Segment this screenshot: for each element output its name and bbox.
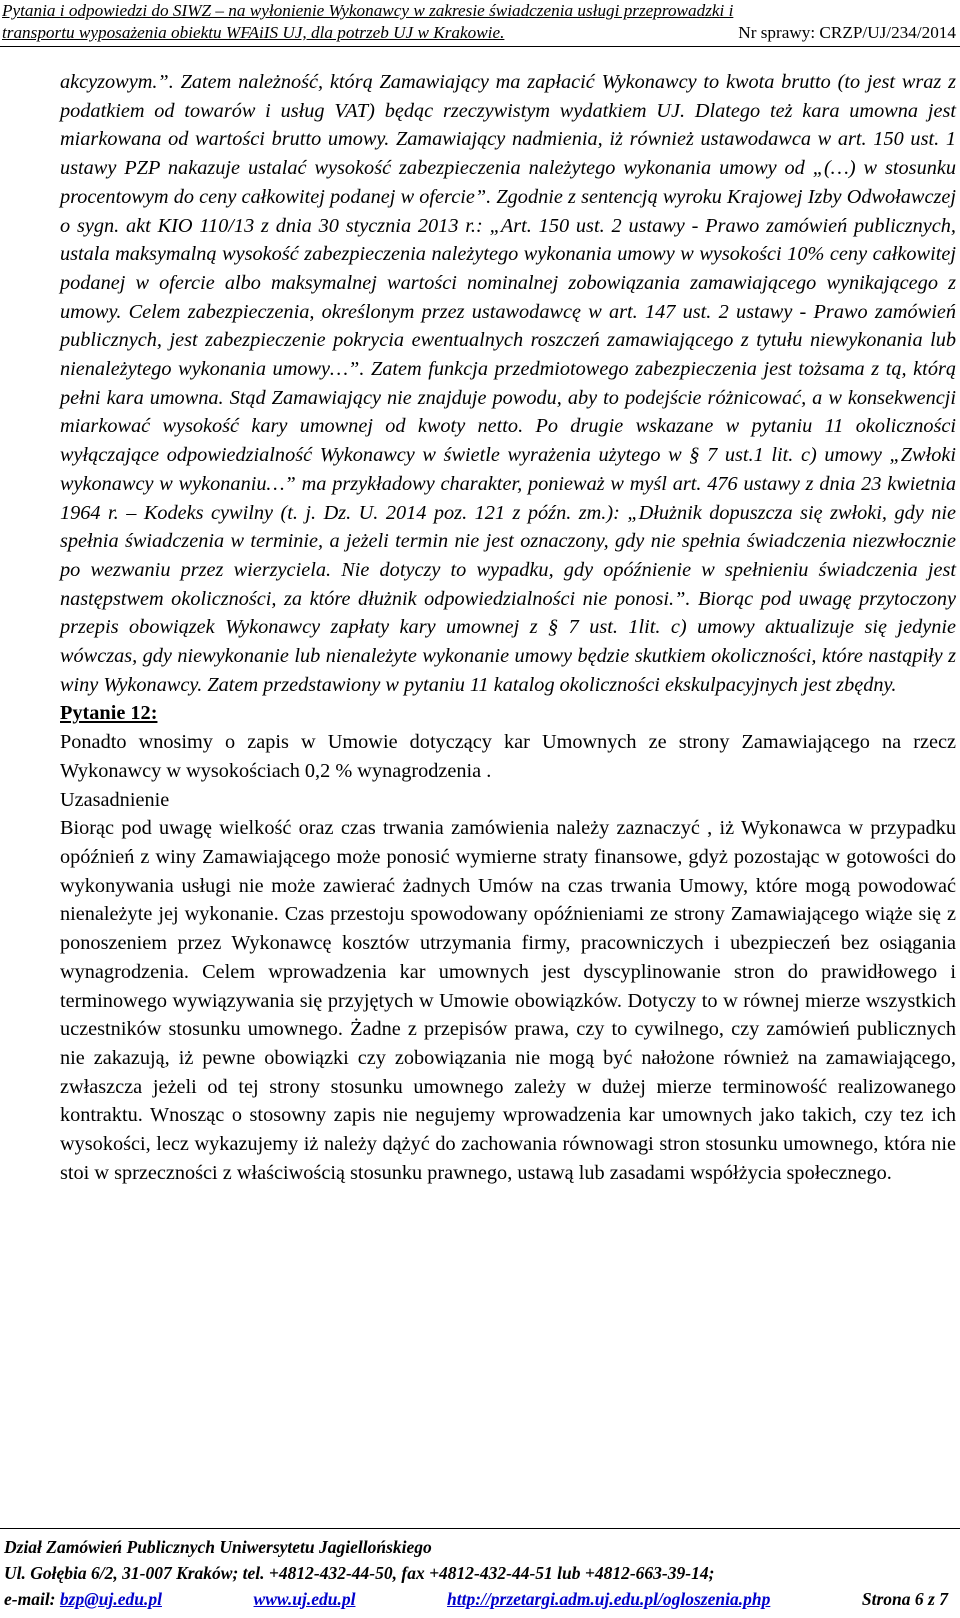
case-number: Nr sprawy: CRZP/UJ/234/2014 <box>738 23 956 42</box>
header-title-line1: Pytania i odpowiedzi do SIWZ – na wyłonienie Wykonawcy w zakresie świadczenia usługi przeprowadzki i <box>2 1 734 20</box>
page-header <box>0 0 960 47</box>
footer-org: Dział Zamówień Publicznych Uniwersytetu Jagiellońskiego <box>4 1537 432 1557</box>
website-link[interactable]: www.uj.edu.pl <box>253 1589 356 1609</box>
page-footer <box>0 1528 960 1612</box>
question-12-request: Ponadto wnosimy o zapis w Umowie dotyczący kar Umownych ze strony Zamawiającego na rzecz Wykonawcy w wysokościach 0,2 % wynagrodzenia . <box>60 731 956 782</box>
email-label: e-mail: <box>4 1589 56 1609</box>
footer-address: Ul. Gołębia 6/2, 31-007 Kraków; tel. +4812-432-44-50, fax +4812-432-44-51 lub +4812-663-39-14; <box>4 1563 715 1583</box>
justification-label: Uzasadnienie <box>60 788 170 811</box>
footer-contacts <box>4 1586 956 1612</box>
question-12-justification: Biorąc pod uwagę wielkość oraz czas trwania zamówienia należy zaznaczyć , iż Wykonawca w przypadku opóźnień z winy Zamawiającego może ponosić wymierne straty finansowe, gdyż pozostając w gotowości do wykonywania usługi nie może zawierać żadnych Umów na czas trwania Umowy, które mogą powodować nienależyte jej wykonanie. Czas przestoju spowodowany opóźnieniami ze strony Zamawiającego wiąże się z ponoszeniem przez Wykonawcę kosztów utrzymania firmy, pracowniczych i ubezpieczeń bez osiągania wynagrodzenia. Celem wprowadzenia kar umownych jest dyscyplinowanie stron do prawidłowego i terminowego wywiązywania się przyjętych w Umowie obowiązków. Dotyczy to w równej mierze wszystkich uczestników stosunku umownego. Żadne z przepisów prawa, czy to cywilnego, czy zamówień publicznych nie zakazują, iż pewne obowiązki czy zobowiązania nie mogą być nałożone również na zamawiającego, zwłaszcza jeżeli od tej strony stosunku umownego zależy w dużej mierze terminowość realizowanego kontraktu. Wnosząc o stosowny zapis nie negujemy wprowadzenia kar umownych jako takich, czy tez ich wysokości, lecz wykazujemy iż należy dążyć do zachowania równowagi stron stosunku umownego, która nie stoi w sprzeczności z właściwością stosunku prawnego, ustawą lub zasadami współżycia społecznego. <box>60 817 956 1184</box>
document-body <box>60 68 956 1187</box>
header-title-line2: transportu wyposażenia obiektu WFAiIS UJ, dla potrzeb UJ w Krakowie. <box>2 23 505 42</box>
tenders-link[interactable]: http://przetargi.adm.uj.edu.pl/ogloszenia.php <box>447 1589 771 1609</box>
email-link[interactable]: bzp@uj.edu.pl <box>59 1589 162 1609</box>
question-12-title: Pytanie 12: <box>60 702 158 725</box>
answer-11-continuation: akcyzowym.”. Zatem należność, którą Zamawiający ma zapłacić Wykonawcy to kwota brutto (to jest wraz z podatkiem od towarów i usług VAT) będąc rzeczywistym wydatkiem UJ. Dlatego też kara umowna jest miarkowana od wartości brutto umowy. Zamawiający nadmienia, iż również ustawodawca w art. 150 ust. 1 ustawy PZP nakazuje ustalać wysokość zabezpieczenia należytego wykonania umowy od „(…) w stosunku procentowym do ceny całkowitej podanej w ofercie”. Zgodnie z sentencją wyroku Krajowej Izby Odwoławczej o sygn. akt KIO 110/13 z dnia 30 stycznia 2013 r.: „Art. 150 ust. 2 ustawy - Prawo zamówień publicznych, ustala maksymalną wysokość zabezpieczenia należytego wykonania umowy w wysokości 10% ceny całkowitej podanej w ofercie albo maksymalnej wartości nominalnej zobowiązania zamawiającego wynikającego z umowy. Celem zabezpieczenia, określonym przez ustawodawcę w art. 147 ust. 2 ustawy - Prawo zamówień publicznych, jest zabezpieczenie pokrycia ewentualnych roszczeń zamawiającego z tytułu niewykonania lub nienależytego wykonania umowy…”. Zatem funkcja przedmiotowego zabezpieczenia jest tożsama z tą, którą pełni kara umowna. Stąd Zamawiający nie znajduje powodu, aby to podejście różnicować, a w konsekwencji miarkować wysokość kary umownej od kwoty netto. Po drugie wskazane w pytaniu 11 okoliczności wyłączające odpowiedzialność Wykonawcy w świetle wyrażenia użytego w § 7 ust.1 lit. c) umowy „Zwłoki wykonawcy w wykonaniu…” ma przykładowy charakter, ponieważ w myśl art. 476 ustawy z dnia 23 kwietnia 1964 r. – Kodeks cywilny (t. j. Dz. U. 2014 poz. 121 z późn. zm.): „Dłużnik dopuszcza się zwłoki, gdy nie spełnia świadczenia w terminie, a jeżeli termin nie jest oznaczony, gdy nie spełnia świadczenia niezwłocznie po wezwaniu przez wierzyciela. Nie dotyczy to wypadku, gdy opóźnienie w spełnieniu świadczenia jest następstwem okoliczności, za które dłużnik odpowiedzialności nie ponosi.”. Biorąc pod uwagę przytoczony przepis obowiązek Wykonawcy zapłaty kary umownej z § 7 ust. 1lit. c) umowy aktualizuje się jedynie wówczas, gdy niewykonanie lub nienależyte wykonanie umowy będzie skutkiem okoliczności, które nastąpiły z winy Wykonawcy. Zatem przedstawiony w pytaniu 11 katalog okoliczności ekskulpacyjnych jest zbędny. <box>60 71 956 696</box>
page-number: Strona 6 z 7 <box>861 1589 948 1609</box>
footer-email-group <box>4 1586 162 1612</box>
